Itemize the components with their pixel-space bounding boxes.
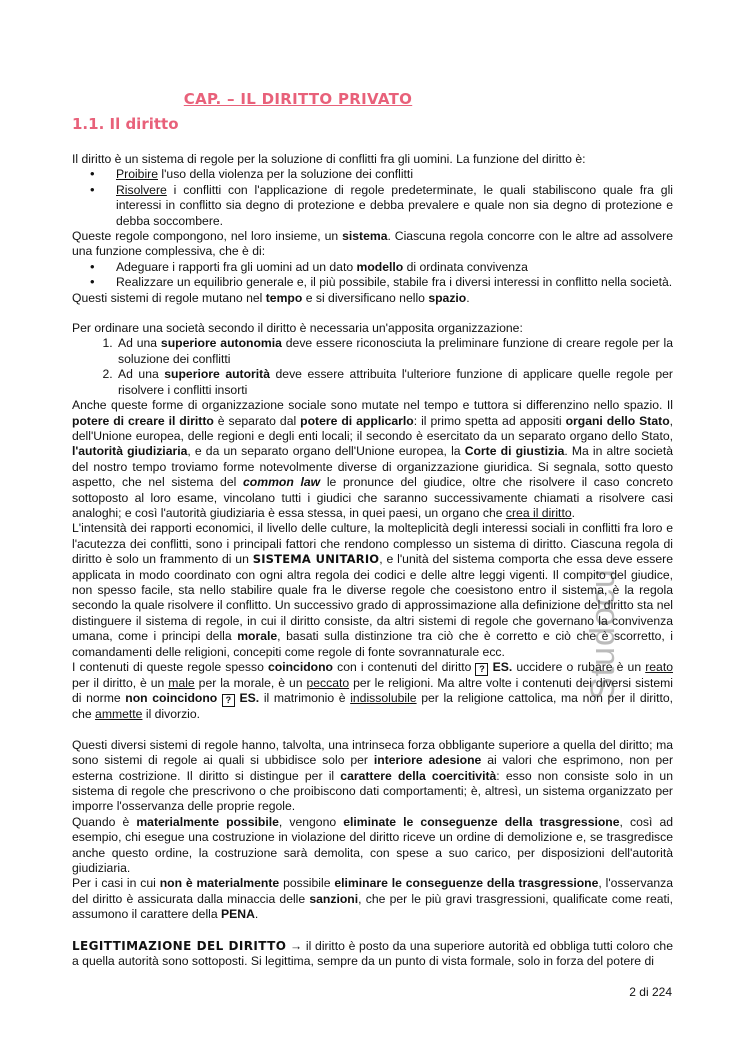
list-item: 1. Ad una superiore autonomia deve essere riconosciuta la preliminare funzione di creare regole per la soluzione dei conflitti bbox=[116, 336, 673, 367]
page-number: 2 di 224 bbox=[629, 985, 672, 999]
paragraph-material: Quando è materialmente possibile, vengono eliminate le conseguenze della trasgressione, così ad esempio, chi esegue una costruzione in violazione del diritto riceve un ordine di demolizione e, se trasgredisce anche questo ordine, la costruzione sarà demolita, con spese a suo carico, per disposizioni dell'autorità giudiziaria. bbox=[72, 814, 674, 876]
functions-list bbox=[72, 167, 673, 229]
paragraph-legitimation: LEGITTIMAZIONE DEL DIRITTO → il diritto è posto da una superiore autorità ed obbliga tutti coloro che a quella autorità sono sottoposti. Si legittima, sempre da un punto di vista formale, solo in forza del potere di bbox=[72, 938, 673, 969]
watermark: Studocu bbox=[584, 568, 622, 700]
paragraph-intro: Il diritto è un sistema di regole per la soluzione di conflitti fra gli uomini. La funzione del diritto è: bbox=[72, 152, 586, 166]
chapter-title: CAP. – IL DIRITTO PRIVATO bbox=[183, 90, 413, 108]
section-title: 1.1. Il diritto bbox=[72, 115, 179, 133]
question-box-icon: ? bbox=[475, 663, 488, 676]
document-body bbox=[72, 152, 673, 970]
paragraph-powers: Anche queste forme di organizzazione sociale sono mutate nel tempo e tuttora si differenzino nello spazio. Il potere di creare il diritto è separato dal potere di applicarlo: il primo spetta ad appositi organi dello Stato, dell'Unione europea, delle regioni e degli enti locali; il secondo è esercitato da un separato organo dello Stato, l'autorità giudiziaria, e da un separato organo dell'Unione europea, la Corte di giustizia. Ma in altre società del nostro tempo troviamo forme notevolmente diverse di organizzazione giuridica. Si segnala, sotto questo aspetto, che nel sistema del common law le pronunce del giudice, oltre che risolvere il caso concreto sottoposto al loro esame, vincolano tutti i giudici che saranno successivamente chiamati a risolvere casi analoghi; e così l'autorità giudiziaria è essa stessa, in quei paesi, un organo che crea il diritto. bbox=[72, 398, 674, 520]
paragraph-sanctions: Per i casi in cui non è materialmente possibile eliminare le conseguenze della trasgressione, l'osservanza del diritto è assicurata dalla minaccia delle sanzioni, che per le più gravi trasgressioni, qualificate come reati, assumono il carattere della PENA. bbox=[72, 876, 674, 922]
paragraph-contents: I contenuti di queste regole spesso coincidono con i contenuti del diritto ? ES. uccidere o rubare è un reato per il diritto, è un male per la morale, è un peccato per le religioni. Ma altre volte i contenuti dei diversi sistemi di norme non coincidono ? ES. il matrimonio è indissolubile per la religione cattolica, ma non per il diritto, che ammette il divorzio. bbox=[72, 660, 674, 722]
paragraph-system: Queste regole compongono, nel loro insieme, un sistema. Ciascuna regola concorre con le altre ad assolvere una funzione complessiva, che è di: bbox=[72, 229, 673, 259]
list-item: 2. Ad una superiore autorità deve essere attribuita l'ulteriore funzione di applicare quelle regole per risolvere i conflitti insorti bbox=[116, 367, 673, 398]
list-item: • Proibire l'uso della violenza per la soluzione dei conflitti bbox=[116, 167, 673, 182]
organization-list bbox=[72, 336, 673, 398]
list-item: • Risolvere i conflitti con l'applicazione di regole predeterminate, le quali stabiliscono quale fra gli interessi in conflitto sia degno di protezione e debba prevalere e quale non sia degno di protezione e debba soccombere. bbox=[116, 183, 673, 229]
paragraph-coercivity: Questi diversi sistemi di regole hanno, talvolta, una intrinseca forza obbligante superiore a quella del diritto; ma sono sistemi di regole ai quali si ubbidisce solo per interiore adesione ai valori che esprimono, non per esterna costrizione. Il diritto si distingue per il carattere della coercitività: esso non consiste solo in un sistema di regole che prescrivono o che proibiscono dati comportamenti; è, altresì, un sistema organizzato per imporre l'osservanza delle proprie regole. bbox=[72, 737, 674, 814]
aims-list bbox=[72, 260, 673, 291]
question-box-icon: ? bbox=[222, 694, 235, 707]
paragraph-unitary-system: L'intensità dei rapporti economici, il livello delle culture, la molteplicità degli interessi sociali in conflitti fra loro e l'acutezza dei conflitti, sono i principali fattori che rendono complesso un sistema di diritto. Ciascuna regola di diritto è solo un frammento di un SISTEMA UNITARIO, e l'unità del sistema comporta che essa deve essere applicata in modo coordinato con ogni altra regola dei codici e delle altre leggi vigenti. Il compito del giudice, non spesso facile, sta nello stabilire quale fra le diverse regole che coesistono entro il sistema, è la regola secondo la quale risolvere il conflitto. Un successivo grado di approssimazione alla definizione del diritto sta nel distinguere il sistema di regole, in cui il diritto consiste, da altri sistemi di regole che governano la convivenza umana, come i principi della morale, basati sulla distinzione tra ciò che è corretto e ciò che è scorretto, i comandamenti delle religioni, concepiti come regole di fonte sovrannaturale ecc. bbox=[72, 521, 673, 659]
list-item: • Adeguare i rapporti fra gli uomini ad un dato modello di ordinata convivenza bbox=[116, 260, 673, 275]
paragraph-organization: Per ordinare una società secondo il diritto è necessaria un'apposita organizzazione: bbox=[72, 321, 523, 336]
legitimation-heading: LEGITTIMAZIONE DEL DIRITTO bbox=[72, 938, 287, 953]
list-item: • Realizzare un equilibrio generale e, il più possibile, stabile fra i diversi interessi in conflitto nella società. bbox=[116, 275, 673, 290]
paragraph-time-space: Questi sistemi di regole mutano nel tempo e si diversificano nello spazio. bbox=[72, 290, 470, 305]
